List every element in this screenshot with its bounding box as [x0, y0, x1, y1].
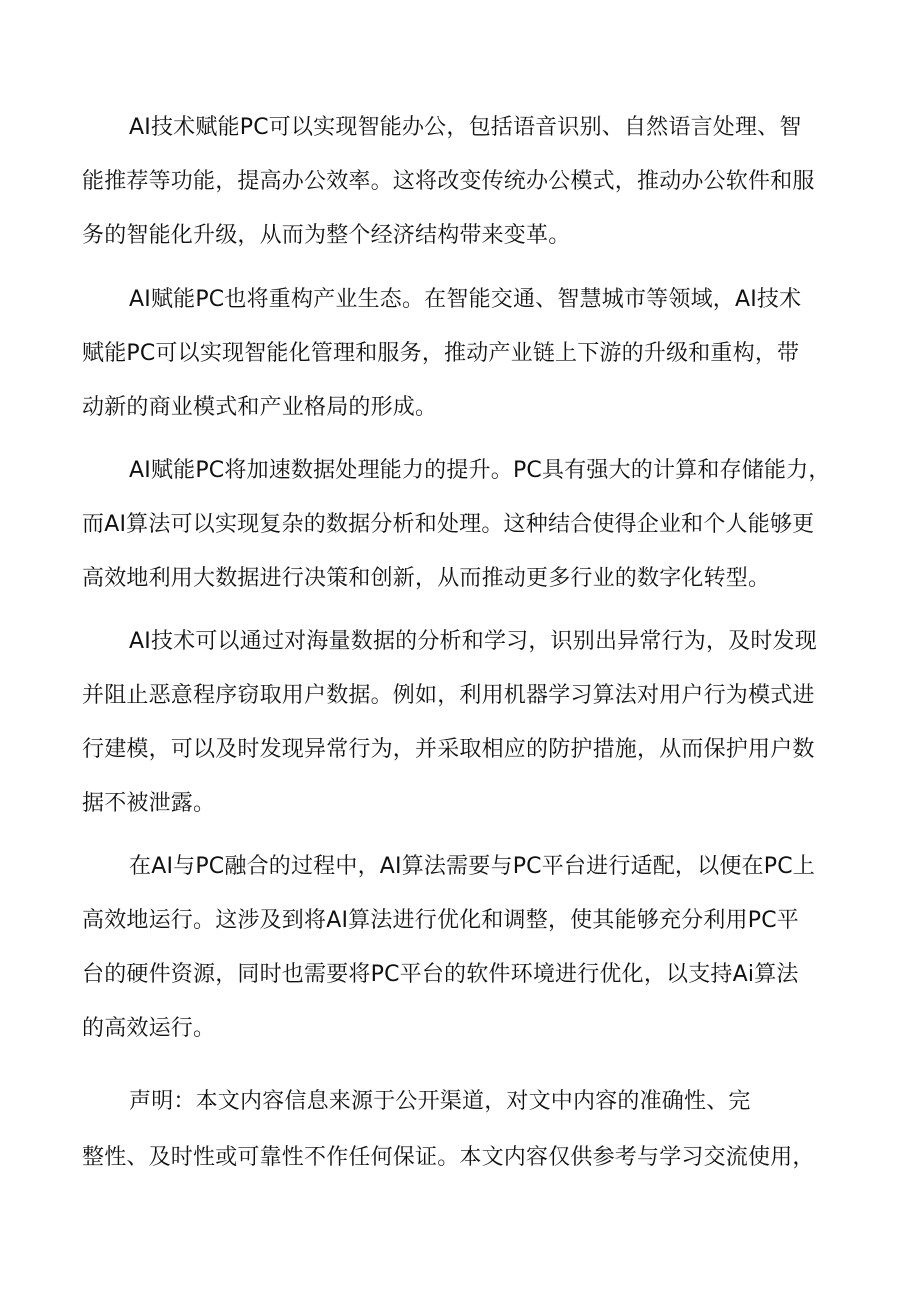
paragraph-line: AI技术赋能PC可以实现智能办公，包括语音识别、自然语言处理、智 [129, 115, 802, 140]
paragraph-line: AI赋能PC将加速数据处理能力的提升。PC具有强大的计算和存储能力， [129, 458, 831, 483]
paragraph-line: 整性、及时性或可靠性不作任何保证。本文内容仅供参考与学习交流使用， [82, 1145, 815, 1170]
paragraph-line: 赋能PC可以实现智能化管理和服务，推动产业链上下游的升级和重构，带 [82, 341, 800, 366]
paragraph-line: 据不被泄露。 [82, 791, 216, 816]
paragraph-line: 高效地利用大数据进行决策和创新，从而推动更多行业的数字化转型。 [82, 566, 771, 591]
paragraph-line: 台的硬件资源，同时也需要将PC平台的软件环境进行优化，以支持Ai算法 [82, 962, 799, 987]
paragraph-line: AI赋能PC也将重构产业生态。在智能交通、智慧城市等领域，AI技术 [129, 287, 802, 312]
paragraph-line: 并阻止恶意程序窃取用户数据。例如，利用机器学习算法对用户行为模式进 [82, 683, 815, 708]
paragraph-line: 高效地运行。这涉及到将AI算法进行优化和调整，使其能够充分利用PC平 [82, 908, 799, 933]
paragraph-ai-smart-office [82, 101, 842, 263]
paragraph-line: 在AI与PC融合的过程中，AI算法需要与PC平台进行适配，以便在PC上 [129, 854, 815, 879]
paragraph-line: 务的智能化升级，从而为整个经济结构带来变革。 [82, 223, 571, 248]
paragraph-industry-ecosystem [82, 273, 842, 435]
paragraph-algorithm-adaptation [82, 840, 842, 1056]
paragraph-line: 能推荐等功能，提高办公效率。这将改变传统办公模式，推动办公软件和服 [82, 169, 815, 194]
paragraph-line: 而AI算法可以实现复杂的数据分析和处理。这种结合使得企业和个人能够更 [82, 512, 815, 537]
paragraph-line: 声明：本文内容信息来源于公开渠道，对文中内容的准确性、完 [129, 1089, 751, 1114]
disclaimer-paragraph [82, 1074, 842, 1186]
paragraph-security [82, 615, 842, 831]
paragraph-line: AI技术可以通过对海量数据的分析和学习，识别出异常行为，及时发现 [129, 629, 817, 654]
paragraph-data-processing [82, 444, 842, 606]
paragraph-line: 的高效运行。 [82, 1016, 216, 1041]
paragraph-line: 动新的商业模式和产业格局的形成。 [82, 395, 438, 420]
paragraph-line: 行建模，可以及时发现异常行为，并采取相应的防护措施，从而保护用户数 [82, 737, 815, 762]
